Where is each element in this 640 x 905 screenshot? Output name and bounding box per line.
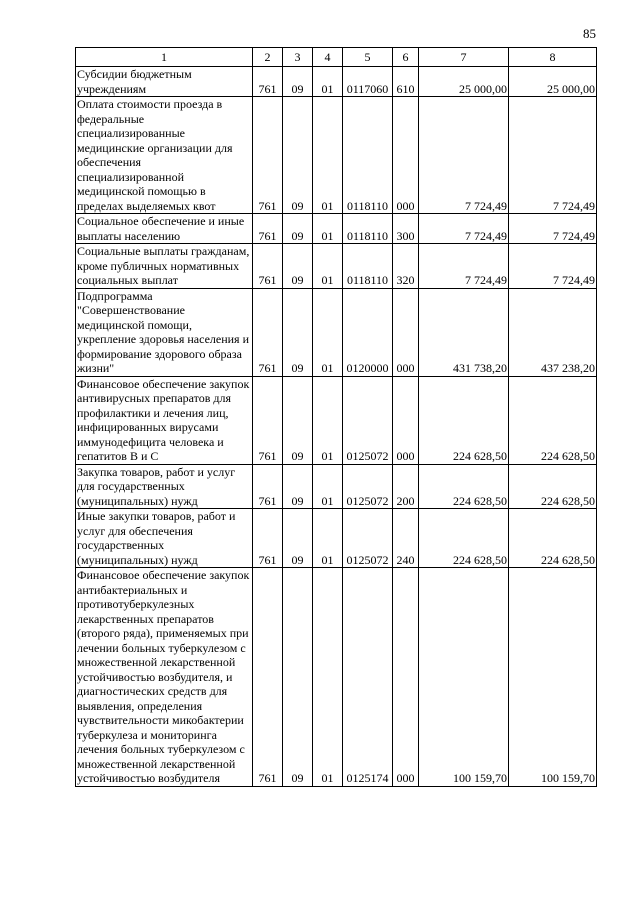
row-c3: 09 bbox=[283, 288, 313, 376]
row-c4: 01 bbox=[313, 214, 343, 244]
row-c8: 100 159,70 bbox=[509, 568, 597, 787]
row-c6: 240 bbox=[393, 509, 419, 568]
row-c4: 01 bbox=[313, 67, 343, 97]
row-c5: 0117060 bbox=[343, 67, 393, 97]
row-c4: 01 bbox=[313, 509, 343, 568]
row-c4: 01 bbox=[313, 568, 343, 787]
row-name: Финансовое обеспечение закупок антибактериальных и противотуберкулезных лекарственных препаратов (второго ряда), применяемых при лечении больных туберкулезом с множественной лекарственной устойчивостью возбудителя, и диагностических средств для выявления, определения чувствительности микобактерии туберкулеза и мониторинга лечения больных туберкулезом с множественной лекарственной устойчивостью возбудителя bbox=[76, 568, 253, 787]
row-c8: 224 628,50 bbox=[509, 464, 597, 509]
row-name: Иные закупки товаров, работ и услуг для обеспечения государственных (муниципальных) нужд bbox=[76, 509, 253, 568]
row-c4: 01 bbox=[313, 288, 343, 376]
row-c6: 000 bbox=[393, 376, 419, 464]
row-c3: 09 bbox=[283, 509, 313, 568]
table-row bbox=[76, 244, 597, 289]
row-name: Закупка товаров, работ и услуг для государственных (муниципальных) нужд bbox=[76, 464, 253, 509]
row-c2: 761 bbox=[253, 509, 283, 568]
table-row bbox=[76, 288, 597, 376]
table-row bbox=[76, 67, 597, 97]
row-name: Социальное обеспечение и иные выплаты населению bbox=[76, 214, 253, 244]
row-c6: 320 bbox=[393, 244, 419, 289]
row-c6: 000 bbox=[393, 97, 419, 214]
row-c4: 01 bbox=[313, 376, 343, 464]
table-row bbox=[76, 97, 597, 214]
table-row bbox=[76, 568, 597, 787]
column-header-7: 7 bbox=[419, 48, 509, 67]
row-c7: 7 724,49 bbox=[419, 97, 509, 214]
row-name: Подпрограмма "Совершенствование медицинской помощи, укрепление здоровья населения и формирование здорового образа жизни" bbox=[76, 288, 253, 376]
row-c4: 01 bbox=[313, 97, 343, 214]
row-c2: 761 bbox=[253, 67, 283, 97]
row-c7: 100 159,70 bbox=[419, 568, 509, 787]
table-row bbox=[76, 214, 597, 244]
column-header-4: 4 bbox=[313, 48, 343, 67]
row-c4: 01 bbox=[313, 464, 343, 509]
row-c3: 09 bbox=[283, 244, 313, 289]
row-c5: 0118110 bbox=[343, 244, 393, 289]
row-c8: 25 000,00 bbox=[509, 67, 597, 97]
row-c3: 09 bbox=[283, 376, 313, 464]
row-c7: 431 738,20 bbox=[419, 288, 509, 376]
row-c8: 224 628,50 bbox=[509, 509, 597, 568]
row-name: Оплата стоимости проезда в федеральные специализированные медицинские организации для обеспечения специализированной медицинской помощью в пределах выделяемых квот bbox=[76, 97, 253, 214]
row-c5: 0125072 bbox=[343, 376, 393, 464]
row-c8: 7 724,49 bbox=[509, 97, 597, 214]
budget-table bbox=[75, 47, 597, 787]
row-c2: 761 bbox=[253, 288, 283, 376]
row-c6: 610 bbox=[393, 67, 419, 97]
row-c2: 761 bbox=[253, 97, 283, 214]
row-c3: 09 bbox=[283, 67, 313, 97]
row-c6: 000 bbox=[393, 568, 419, 787]
column-header-2: 2 bbox=[253, 48, 283, 67]
row-c8: 7 724,49 bbox=[509, 244, 597, 289]
row-c2: 761 bbox=[253, 568, 283, 787]
row-c5: 0118110 bbox=[343, 214, 393, 244]
table-row bbox=[76, 509, 597, 568]
row-c7: 224 628,50 bbox=[419, 509, 509, 568]
table-row bbox=[76, 376, 597, 464]
row-c5: 0120000 bbox=[343, 288, 393, 376]
row-c2: 761 bbox=[253, 464, 283, 509]
row-c7: 224 628,50 bbox=[419, 376, 509, 464]
row-c7: 224 628,50 bbox=[419, 464, 509, 509]
row-c5: 0125174 bbox=[343, 568, 393, 787]
row-c4: 01 bbox=[313, 244, 343, 289]
row-name: Субсидии бюджетным учреждениям bbox=[76, 67, 253, 97]
row-c8: 224 628,50 bbox=[509, 376, 597, 464]
row-c5: 0118110 bbox=[343, 97, 393, 214]
row-c2: 761 bbox=[253, 244, 283, 289]
row-c5: 0125072 bbox=[343, 464, 393, 509]
row-c3: 09 bbox=[283, 568, 313, 787]
column-header-6: 6 bbox=[393, 48, 419, 67]
row-c2: 761 bbox=[253, 214, 283, 244]
row-c6: 300 bbox=[393, 214, 419, 244]
column-header-5: 5 bbox=[343, 48, 393, 67]
row-c6: 000 bbox=[393, 288, 419, 376]
row-name: Социальные выплаты гражданам, кроме публичных нормативных социальных выплат bbox=[76, 244, 253, 289]
row-c3: 09 bbox=[283, 97, 313, 214]
row-c7: 7 724,49 bbox=[419, 214, 509, 244]
row-c7: 25 000,00 bbox=[419, 67, 509, 97]
row-c8: 7 724,49 bbox=[509, 214, 597, 244]
column-header-3: 3 bbox=[283, 48, 313, 67]
row-c2: 761 bbox=[253, 376, 283, 464]
row-c7: 7 724,49 bbox=[419, 244, 509, 289]
column-header-8: 8 bbox=[509, 48, 597, 67]
row-c5: 0125072 bbox=[343, 509, 393, 568]
table-row bbox=[76, 464, 597, 509]
page-number: 85 bbox=[583, 26, 596, 41]
row-c8: 437 238,20 bbox=[509, 288, 597, 376]
row-c6: 200 bbox=[393, 464, 419, 509]
row-c3: 09 bbox=[283, 214, 313, 244]
header-row bbox=[76, 48, 597, 67]
row-c3: 09 bbox=[283, 464, 313, 509]
column-header-1: 1 bbox=[76, 48, 253, 67]
row-name: Финансовое обеспечение закупок антивирусных препаратов для профилактики и лечения лиц, инфицированных вирусами иммунодефицита человека и гепатитов В и С bbox=[76, 376, 253, 464]
